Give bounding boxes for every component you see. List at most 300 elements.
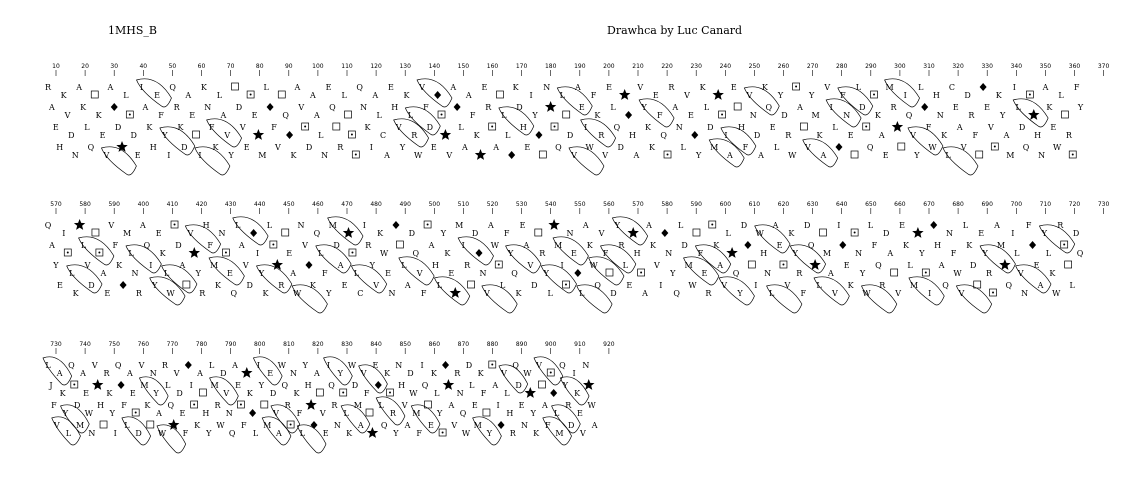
residue-letter: K	[477, 369, 484, 378]
residue-letter: I	[724, 131, 728, 140]
tick-label: 310	[923, 63, 935, 70]
residue-letter: W	[216, 421, 225, 430]
residue-letter: V	[223, 389, 230, 398]
residue-letter: E	[518, 401, 525, 410]
residue-letter: R	[214, 401, 221, 410]
residue-letter: K	[364, 123, 371, 132]
residue-letter: R	[1057, 221, 1064, 230]
tick-label: 530	[515, 201, 528, 208]
residue-letter: L	[263, 83, 269, 92]
residue-letter: Q	[380, 421, 388, 430]
helix-band-1	[0, 62, 1123, 187]
residue-letter: N	[333, 421, 341, 430]
residue-letter: I	[198, 151, 202, 160]
residue-letter: V	[138, 361, 145, 370]
threonine-dot	[1063, 244, 1065, 246]
residue-letter: E	[984, 103, 990, 112]
tick-label: 860	[428, 341, 441, 348]
residue-letter: L	[553, 409, 560, 418]
residue-letter: D	[567, 421, 575, 430]
residue-letter: L	[128, 249, 134, 258]
proline-star	[628, 227, 639, 238]
serine-square	[483, 409, 490, 416]
residue-letter: K	[159, 249, 166, 258]
residue-letter: H	[934, 241, 942, 250]
residue-letter: H	[56, 143, 64, 152]
serine-square	[693, 229, 700, 236]
serine-square	[496, 91, 503, 98]
residue-letter: K	[262, 289, 269, 298]
residue-letter: L	[458, 123, 464, 132]
residue-letter: Q	[328, 381, 335, 390]
residue-letter: A	[772, 221, 779, 230]
residue-letter: K	[874, 111, 881, 120]
residue-letter: N	[388, 289, 396, 298]
tick-label: 660	[894, 201, 906, 208]
threonine-dot	[795, 86, 797, 88]
proline-star	[475, 149, 486, 160]
threonine-dot	[351, 134, 353, 136]
threonine-dot	[498, 264, 500, 266]
residue-letter: L	[832, 123, 838, 132]
residue-letter: W	[953, 269, 962, 278]
tick-label: 140	[428, 63, 441, 70]
tick-label: 650	[865, 201, 877, 208]
serine-square	[92, 229, 99, 236]
residue-letter: D	[516, 103, 523, 112]
residue-letter: V	[501, 369, 507, 378]
residue-letter: E	[570, 249, 577, 258]
residue-letter: W	[523, 369, 532, 378]
residue-letter: L	[855, 83, 862, 92]
serine-square	[606, 269, 613, 276]
residue-letter: R	[565, 401, 572, 410]
residue-letter: W	[587, 401, 596, 410]
serine-square	[261, 401, 268, 408]
residue-letter: V	[536, 361, 542, 370]
proline-star	[545, 101, 556, 112]
residue-letter: L	[703, 103, 710, 112]
glycine-diamond	[535, 131, 542, 139]
residue-letter: V	[598, 229, 605, 238]
threonine-dot	[225, 252, 227, 254]
residue-letter: E	[471, 401, 478, 410]
residue-letter: A	[290, 269, 297, 278]
residue-letter: L	[401, 261, 407, 270]
glycine-diamond	[498, 421, 505, 429]
tick-label: 550	[574, 201, 586, 208]
residue-letter: F	[1025, 221, 1032, 230]
threonine-dot	[442, 432, 444, 434]
threonine-dot	[1029, 94, 1031, 96]
tick-label: 810	[283, 341, 295, 348]
residue-letter: Q	[44, 221, 52, 230]
glycine-diamond	[120, 281, 127, 289]
residue-letter: A	[828, 269, 834, 278]
tick-label: 460	[312, 201, 324, 208]
serine-square	[898, 143, 905, 150]
residue-letter: N	[764, 269, 772, 278]
residue-letter: E	[226, 269, 233, 278]
threonine-dot	[873, 94, 875, 96]
residue-letter: Y	[152, 281, 158, 290]
residue-letter: Y	[62, 409, 69, 418]
residue-letter: K	[246, 389, 253, 398]
residue-letter: E	[847, 131, 854, 140]
tick-label: 540	[544, 201, 557, 208]
threonine-dot	[491, 126, 493, 128]
residue-letter: Y	[641, 103, 647, 112]
residue-letter: F	[840, 91, 846, 100]
residue-letter: A	[1003, 131, 1010, 140]
residue-letter: V	[416, 269, 423, 278]
residue-letter: A	[156, 409, 162, 418]
tick-label: 290	[865, 63, 877, 70]
residue-letter: L	[69, 269, 75, 278]
residue-letter: J	[49, 381, 53, 390]
residue-letter: D	[566, 131, 574, 140]
serine-square	[800, 123, 807, 130]
residue-letter: F	[925, 123, 932, 132]
residue-letter: K	[941, 131, 948, 140]
residue-letter: Y	[399, 143, 406, 152]
residue-letter: E	[577, 409, 583, 418]
residue-letter: V	[784, 281, 791, 290]
tick-label: 780	[195, 341, 208, 348]
residue-letter: V	[960, 143, 967, 152]
tick-label: 850	[399, 341, 411, 348]
residue-letter: I	[62, 229, 66, 238]
tick-label: 560	[603, 201, 615, 208]
residue-letter: D	[471, 229, 479, 238]
residue-letter: A	[179, 261, 186, 270]
residue-letter: R	[879, 281, 886, 290]
residue-letter: Y	[337, 369, 343, 378]
residue-letter: D	[859, 103, 866, 112]
threonine-dot	[174, 224, 176, 226]
serine-square	[199, 389, 206, 396]
residue-letter: R	[331, 401, 338, 410]
residue-letter: E	[578, 103, 585, 112]
residue-letter: I	[1012, 83, 1016, 92]
residue-letter: E	[372, 361, 379, 370]
residue-letter: A	[428, 241, 435, 250]
residue-letter: R	[785, 131, 792, 140]
residue-letter: Q	[555, 143, 562, 152]
residue-letter: R	[135, 289, 142, 298]
residue-letter: V	[746, 91, 753, 100]
residue-letter: Q	[660, 131, 667, 140]
tick-label: 470	[341, 201, 353, 208]
residue-letter: D	[1072, 229, 1080, 238]
residue-letter: N	[665, 249, 673, 258]
residue-letter: E	[99, 131, 106, 140]
residue-letter: R	[411, 131, 418, 140]
residue-letter: W	[928, 143, 937, 152]
residue-letter: R	[668, 83, 675, 92]
residue-letter: Y	[532, 111, 538, 120]
residue-letter: Y	[206, 429, 212, 438]
residue-letter: Y	[507, 249, 514, 258]
residue-letter: E	[606, 83, 612, 92]
glycine-diamond	[625, 111, 632, 119]
residue-letter: Y	[1041, 229, 1048, 238]
residue-letter: E	[235, 381, 241, 390]
residue-letter: D	[333, 241, 340, 250]
residue-letter: L	[469, 381, 475, 390]
residue-letter: L	[725, 229, 731, 238]
residue-letter: L	[209, 361, 215, 370]
threonine-dot	[342, 392, 344, 394]
tick-label: 400	[137, 201, 150, 208]
residue-letter: L	[677, 221, 684, 230]
residue-letter: D	[181, 143, 188, 152]
residue-letter: L	[962, 221, 969, 230]
residue-letter: Q	[313, 229, 321, 238]
residue-letter: F	[121, 401, 127, 410]
residue-letter: R	[618, 241, 625, 250]
residue-letter: E	[430, 143, 437, 152]
residue-letter: V	[84, 261, 91, 270]
residue-letter: Q	[512, 361, 519, 370]
residue-letter: C	[948, 83, 956, 92]
threonine-dot	[565, 284, 567, 286]
residue-letter: R	[365, 241, 372, 250]
residue-letter: V	[824, 83, 831, 92]
glycine-diamond	[375, 381, 382, 389]
residue-letter: K	[59, 389, 66, 398]
tick-label: 20	[81, 63, 89, 70]
residue-letter: K	[177, 123, 184, 132]
residue-letter: M	[996, 241, 1006, 250]
residue-letter: M	[1006, 151, 1015, 160]
residue-letter: D	[883, 229, 890, 238]
residue-letter: Q	[329, 103, 336, 112]
glycine-diamond	[1029, 241, 1036, 249]
residue-letter: L	[216, 91, 223, 100]
residue-letter: A	[878, 131, 885, 140]
residue-letter: V	[298, 103, 305, 112]
residue-letter: W	[1052, 289, 1061, 298]
residue-letter: N	[520, 421, 528, 430]
residue-letter: M	[209, 261, 219, 270]
residue-letter: Y	[614, 221, 621, 230]
residue-letter: M	[555, 429, 564, 438]
residue-letter: D	[426, 123, 434, 132]
residue-letter: M	[455, 221, 464, 230]
residue-letter: L	[123, 91, 129, 100]
residue-letter: W	[585, 143, 594, 152]
residue-letter: Y	[486, 429, 493, 438]
residue-letter: K	[144, 401, 151, 410]
threonine-dot	[351, 252, 353, 254]
residue-letter: A	[56, 369, 63, 378]
tick-label: 430	[224, 201, 237, 208]
residue-letter: E	[687, 111, 694, 120]
glycine-diamond	[930, 221, 937, 229]
glycine-diamond	[454, 103, 461, 111]
residue-letter: Q	[169, 83, 176, 92]
residue-letter: V	[64, 111, 71, 120]
residue-letter: Q	[412, 249, 420, 258]
residue-letter: H	[519, 123, 527, 132]
residue-letter: L	[1014, 249, 1020, 258]
residue-letter: I	[461, 241, 465, 250]
residue-letter: E	[286, 249, 293, 258]
tick-label: 210	[632, 63, 644, 70]
residue-letter: F	[972, 131, 979, 140]
residue-letter: E	[776, 241, 783, 250]
residue-letter: M	[76, 421, 85, 430]
residue-letter: F	[602, 249, 609, 258]
residue-letter: E	[899, 221, 906, 230]
residue-letter: D	[305, 143, 313, 152]
residue-letter: F	[423, 103, 429, 112]
residue-letter: D	[175, 241, 182, 250]
residue-letter: K	[594, 111, 601, 120]
tick-label: 100	[312, 63, 324, 70]
tick-label: 240	[719, 63, 732, 70]
residue-letter: N	[131, 269, 139, 278]
residue-letter: W	[409, 389, 418, 398]
residue-letter: K	[995, 91, 1002, 100]
proline-star	[548, 219, 559, 230]
residue-letter: Y	[53, 261, 59, 270]
glycine-diamond	[111, 103, 118, 111]
serine-square	[538, 381, 545, 388]
residue-letter: H	[506, 409, 514, 418]
residue-letter: K	[215, 281, 222, 290]
tick-label: 330	[981, 63, 993, 70]
residue-letter: L	[1069, 281, 1075, 290]
residue-letter: K	[788, 229, 795, 238]
residue-letter: A	[80, 369, 86, 378]
residue-letter: A	[956, 123, 963, 132]
tick-label: 630	[806, 201, 819, 208]
residue-letter: L	[252, 429, 259, 438]
glycine-diamond	[249, 409, 256, 417]
threonine-dot	[721, 114, 723, 116]
residue-letter: I	[327, 361, 331, 370]
residue-letter: K	[649, 241, 656, 250]
residue-letter: L	[622, 261, 628, 270]
residue-letter: W	[490, 241, 499, 250]
residue-letter: V	[451, 421, 458, 430]
residue-letter: Q	[732, 269, 740, 278]
proline-star	[713, 89, 724, 100]
residue-letter: Y	[859, 269, 866, 278]
tick-label: 910	[574, 341, 586, 348]
residue-letter: A	[462, 143, 468, 152]
tick-label: 170	[515, 63, 528, 70]
residue-letter: A	[357, 421, 364, 430]
tick-label: 490	[399, 201, 411, 208]
residue-letter: Q	[1022, 143, 1030, 152]
residue-letter: E	[701, 269, 708, 278]
residue-letter: E	[952, 103, 959, 112]
tick-label: 710	[1039, 201, 1052, 208]
residue-letter: Q	[1005, 281, 1013, 290]
residue-letter: F	[208, 123, 215, 132]
residue-letter: M	[263, 421, 272, 430]
residue-letter: R	[968, 111, 975, 120]
threonine-dot	[1072, 154, 1074, 156]
residue-letter: F	[480, 389, 487, 398]
tick-label: 510	[457, 201, 470, 208]
residue-letter: I	[139, 83, 144, 92]
residue-letter: L	[165, 381, 171, 390]
residue-letter: A	[492, 381, 499, 390]
threonine-dot	[73, 384, 75, 386]
tick-label: 720	[1068, 201, 1081, 208]
serine-square	[278, 91, 285, 98]
residue-letter: A	[197, 369, 203, 378]
residue-letter: M	[811, 111, 820, 120]
tick-label: 500	[428, 201, 441, 208]
residue-letter: E	[481, 83, 488, 92]
residue-letter: E	[104, 289, 111, 298]
residue-letter: A	[142, 103, 149, 112]
residue-letter: Y	[737, 289, 743, 298]
proline-star	[912, 227, 923, 238]
tick-label: 830	[341, 341, 353, 348]
residue-letter: A	[575, 83, 581, 92]
tick-label: 590	[690, 201, 702, 208]
serine-square	[535, 229, 542, 236]
residue-letter: V	[895, 289, 902, 298]
glycine-diamond	[980, 83, 987, 91]
residue-letter: F	[697, 249, 704, 258]
glycine-diamond	[305, 261, 312, 269]
residue-letter: N	[936, 111, 944, 120]
residue-letter: L	[299, 429, 305, 438]
tick-label: 50	[168, 63, 177, 70]
residue-letter: V	[242, 261, 249, 270]
tick-label: 690	[981, 201, 993, 208]
proline-star	[74, 219, 85, 230]
residue-letter: I	[659, 281, 663, 290]
residue-letter: A	[487, 221, 494, 230]
residue-letter: V	[373, 281, 380, 290]
residue-letter: D	[803, 221, 811, 230]
credit-label: Drawhca by Luc Canard	[607, 24, 743, 37]
residue-letter: W	[1053, 143, 1062, 152]
proline-star	[189, 247, 200, 258]
residue-letter: F	[416, 429, 422, 438]
tick-label: 410	[166, 201, 179, 208]
tick-label: 800	[253, 341, 266, 348]
residue-letter: N	[582, 361, 590, 370]
tick-label: 190	[574, 63, 586, 70]
tick-label: 900	[544, 341, 557, 348]
residue-letter: E	[52, 123, 59, 132]
tick-label: 160	[486, 63, 499, 70]
threonine-dot	[640, 272, 642, 274]
residue-letter: F	[182, 429, 189, 438]
serine-square	[366, 409, 373, 416]
residue-letter: D	[220, 369, 227, 378]
residue-letter: Q	[905, 111, 913, 120]
residue-letter: Q	[356, 83, 363, 92]
residue-letter: Y	[792, 249, 798, 258]
threonine-dot	[193, 404, 195, 406]
residue-letter: D	[246, 281, 253, 290]
tick-label: 580	[661, 201, 673, 208]
residue-letter: N	[204, 103, 212, 112]
serine-square	[1061, 111, 1068, 118]
threonine-dot	[129, 114, 131, 116]
tick-label: 580	[79, 201, 91, 208]
